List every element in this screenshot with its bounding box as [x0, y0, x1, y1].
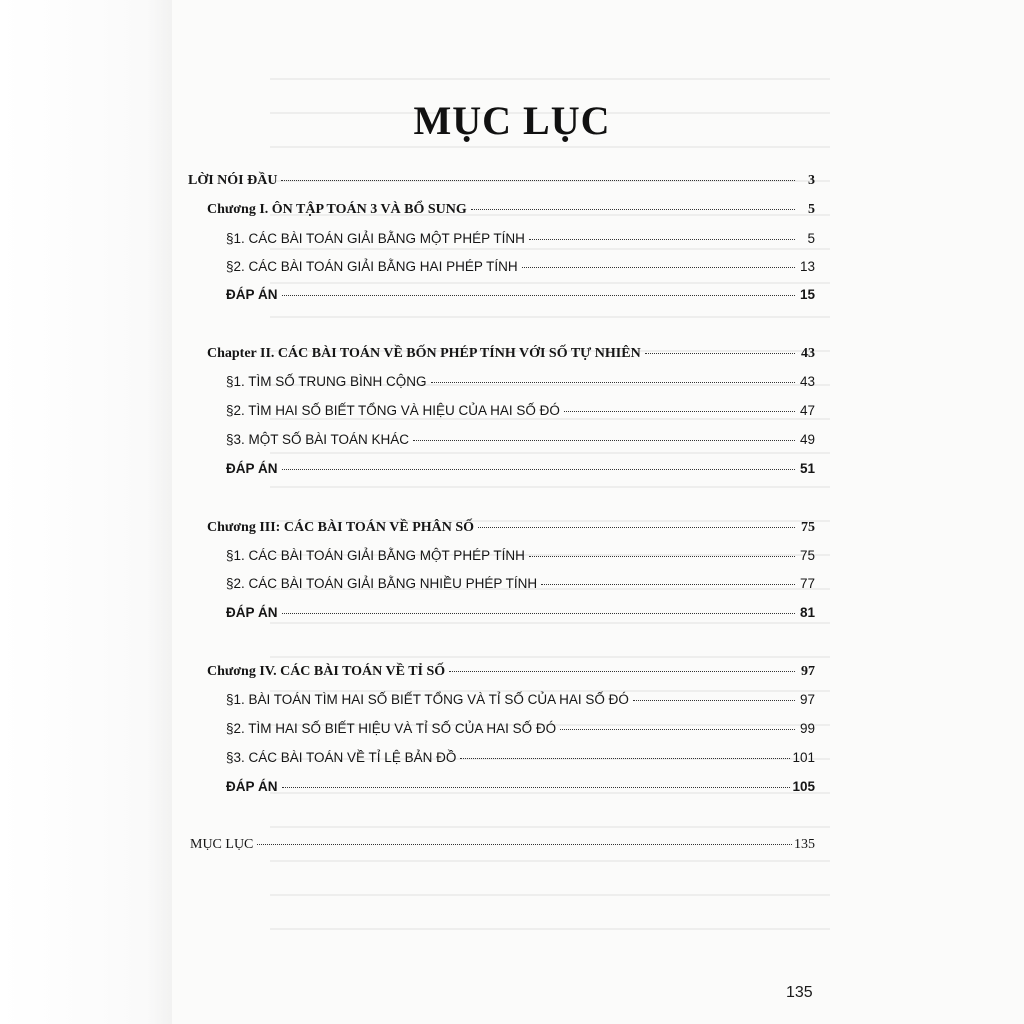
dot-leader [282, 295, 795, 296]
toc-label: §2. CÁC BÀI TOÁN GIẢI BẰNG HAI PHÉP TÍNH [226, 259, 518, 274]
toc-page: 5 [807, 231, 815, 246]
toc-label: §1. TÌM SỐ TRUNG BÌNH CỘNG [226, 374, 427, 389]
toc-page: 43 [801, 346, 815, 361]
toc-label: Chương III: CÁC BÀI TOÁN VỀ PHÂN SỐ [207, 520, 475, 535]
toc-page: 77 [799, 576, 815, 591]
toc-entry-chapter-3 [207, 519, 815, 537]
toc-label: ĐÁP ÁN [226, 779, 278, 794]
dot-leader [282, 469, 795, 470]
toc-entry-section [226, 402, 815, 420]
toc-label: Chapter II. CÁC BÀI TOÁN VỀ BỐN PHÉP TÍNH VỚI SỐ TỰ NHIÊN [207, 346, 641, 361]
toc-label: MỤC LỤC [190, 837, 254, 852]
toc-label: §2. TÌM HAI SỐ BIẾT TỔNG VÀ HIỆU CỦA HAI SỐ ĐÓ [226, 403, 560, 418]
toc-entry-section [226, 258, 815, 276]
dot-leader [281, 180, 795, 181]
toc-entry-section [226, 720, 815, 738]
dot-leader [645, 353, 795, 354]
toc-page: 97 [799, 692, 815, 707]
dot-leader [564, 411, 795, 412]
page-title: MỤC LỤC [413, 98, 611, 143]
dot-leader [449, 671, 795, 672]
toc-page: 135 [794, 837, 815, 852]
page-margin-shadow [0, 0, 172, 1024]
toc-page: 105 [792, 779, 815, 794]
dot-leader [529, 556, 795, 557]
dot-leader [413, 440, 795, 441]
toc-label: §2. CÁC BÀI TOÁN GIẢI BẰNG NHIỀU PHÉP TÍNH [226, 576, 538, 591]
toc-page: 51 [799, 461, 815, 476]
toc-label: Chương I. ÔN TẬP TOÁN 3 VÀ BỔ SUNG [207, 202, 467, 217]
toc-entry-chapter-1 [207, 201, 815, 219]
dot-leader [460, 758, 790, 759]
toc-page: 49 [799, 432, 815, 447]
toc-page: 47 [799, 403, 815, 418]
dot-leader [431, 382, 795, 383]
dot-leader [478, 527, 795, 528]
toc-page: 101 [792, 750, 815, 765]
dot-leader [282, 787, 791, 788]
toc-page: 81 [799, 605, 815, 620]
toc-label: ĐÁP ÁN [226, 287, 278, 302]
toc-page: 75 [801, 520, 815, 535]
toc-label: §1. CÁC BÀI TOÁN GIẢI BẰNG MỘT PHÉP TÍNH [226, 231, 525, 246]
bleed-through-text [270, 60, 830, 960]
toc-entry-answers [226, 460, 815, 478]
toc-page: 5 [808, 202, 815, 217]
toc-page: 75 [799, 548, 815, 563]
toc-entry-answers [226, 286, 815, 304]
toc-page: 13 [799, 259, 815, 274]
toc-label: ĐÁP ÁN [226, 461, 278, 476]
toc-label: §1. BÀI TOÁN TÌM HAI SỐ BIẾT TỔNG VÀ TỈ SỐ CỦA HAI SỐ ĐÓ [226, 692, 629, 707]
toc-label: Chương IV. CÁC BÀI TOÁN VỀ TỈ SỐ [207, 664, 446, 679]
toc-label: §3. CÁC BÀI TOÁN VỀ TỈ LỆ BẢN ĐỒ [226, 750, 457, 765]
toc-label: §1. CÁC BÀI TOÁN GIẢI BẰNG MỘT PHÉP TÍNH [226, 548, 525, 563]
toc-entry-answers [226, 604, 815, 622]
toc-entry-section [226, 431, 815, 449]
toc-entry-chapter-4 [207, 663, 815, 681]
toc-entry-section [226, 230, 815, 248]
toc-entry-section [226, 547, 815, 565]
toc-page: 15 [799, 287, 815, 302]
toc-page: 97 [801, 664, 815, 679]
page-number: 135 [786, 984, 813, 1001]
toc-entry-contents [190, 836, 815, 854]
toc-label: ĐÁP ÁN [226, 605, 278, 620]
toc-entry-section [226, 691, 815, 709]
toc-page: 43 [799, 374, 815, 389]
toc-entry-answers [226, 778, 815, 796]
toc-page: 3 [808, 173, 815, 188]
toc-label: LỜI NÓI ĐẦU [188, 173, 278, 188]
toc-entry-preface [188, 172, 815, 190]
toc-label: §3. MỘT SỐ BÀI TOÁN KHÁC [226, 432, 410, 447]
dot-leader [257, 844, 792, 845]
toc-entry-section [226, 575, 815, 593]
dot-leader [541, 584, 795, 585]
dot-leader [560, 729, 795, 730]
dot-leader [529, 239, 795, 240]
dot-leader [282, 613, 795, 614]
toc-entry-section [226, 373, 815, 391]
toc-entry-section [226, 749, 815, 767]
toc-page: 99 [799, 721, 815, 736]
toc-entry-chapter-2 [207, 345, 815, 363]
dot-leader [522, 267, 795, 268]
toc-label: §2. TÌM HAI SỐ BIẾT HIỆU VÀ TỈ SỐ CỦA HAI SỐ ĐÓ [226, 721, 557, 736]
dot-leader [633, 700, 795, 701]
dot-leader [471, 209, 795, 210]
